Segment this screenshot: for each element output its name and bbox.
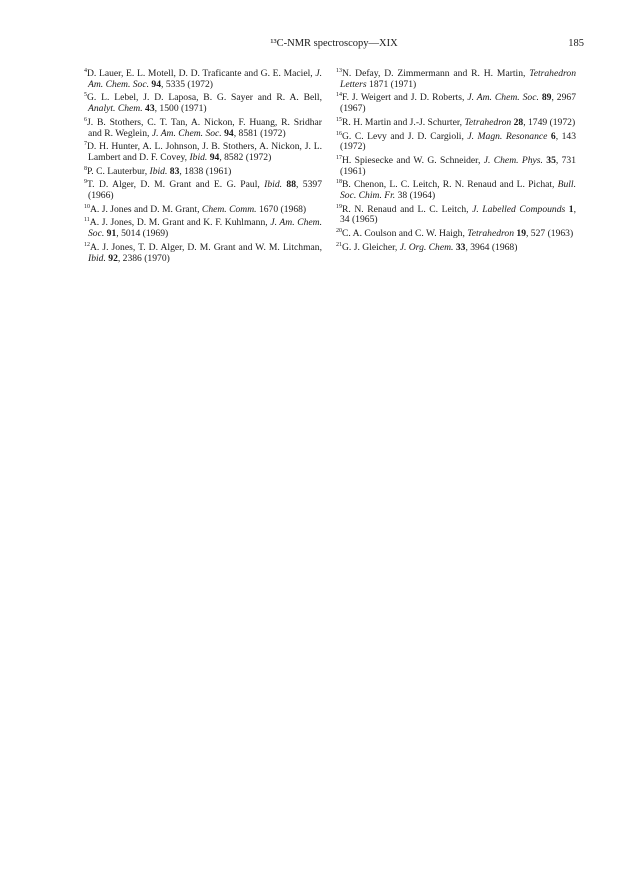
running-title: ¹³C-NMR spectroscopy—XIX [270, 38, 398, 49]
references-right-column [336, 66, 576, 254]
reference-entry: $^{14}$F. J. Weigert and J. D. Roberts, J. Am. Chem. Soc. 89, 2967 (1967) [336, 92, 576, 115]
reference-entry: $^{20}$C. A. Coulson and C. W. Haigh, Tetrahedron 19, 527 (1963) [336, 228, 574, 240]
reference-entry: $^7$D. H. Hunter, A. L. Johnson, J. B. Stothers, A. Nickon, J. L. Lambert and D. F. Covey, Ibid. 94, 8582 (1972) [84, 141, 322, 163]
reference-entry: $^{15}$R. H. Martin and J.-J. Schurter, Tetrahedron 28, 1749 (1972) [336, 116, 576, 128]
reference-entry: $^{19}$R. N. Renaud and L. C. Leitch, J. Labelled Compounds 1, 34 (1965) [336, 203, 576, 226]
page-number: 185 [568, 38, 584, 49]
reference-entry: $^5$G. L. Lebel, J. D. Laposa, B. G. Sayer and R. A. Bell, Analyt. Chem. 43, 1500 (1971) [84, 92, 322, 115]
reference-entry: $^4$D. Lauer, E. L. Motell, D. D. Traficante and G. E. Maciel, J. Am. Chem. Soc. 94, 5335 (1972) [84, 68, 322, 90]
reference-entry: $^{21}$G. J. Gleicher, J. Org. Chem. 33, 3964 (1968) [336, 241, 518, 253]
reference-entry: $^{12}$A. J. Jones, T. D. Alger, D. M. Grant and W. M. Litchman, Ibid. 92, 2386 (1970) [84, 241, 322, 264]
reference-entry: $^{10}$A. J. Jones and D. M. Grant, Chem. Comm. 1670 (1968) [84, 203, 307, 215]
reference-entry: $^{11}$A. J. Jones, D. M. Grant and K. F. Kuhlmann, J. Am. Chem. Soc. 91, 5014 (1969) [84, 217, 323, 240]
reference-entry: $^8$P. C. Lauterbur, Ibid. 83, 1838 (1961) [84, 165, 232, 177]
page-header [84, 38, 584, 52]
references-left-column [84, 66, 322, 264]
reference-entry: $^6$J. B. Stothers, C. T. Tan, A. Nickon, F. Huang, R. Sridhar and R. Weglein, J. Am. Chem. Soc. 94, 8581 (1972) [84, 116, 322, 139]
reference-entry: $^{13}$N. Defay, D. Zimmermann and R. H. Martin, Tetrahedron Letters 1871 (1971) [336, 68, 576, 90]
reference-entry: $^9$T. D. Alger, D. M. Grant and E. G. Paul, Ibid. 88, 5397 (1966) [84, 179, 322, 202]
reference-entry: $^{17}$H. Spiesecke and W. G. Schneider, J. Chem. Phys. 35, 731 (1961) [336, 154, 577, 177]
reference-entry: $^{18}$B. Chenon, L. C. Leitch, R. N. Renaud and L. Pichat, Bull. Soc. Chim. Fr. 38 (1964) [336, 179, 576, 202]
reference-entry: $^{16}$G. C. Levy and J. D. Cargioli, J. Magn. Resonance 6, 143 (1972) [336, 130, 576, 153]
